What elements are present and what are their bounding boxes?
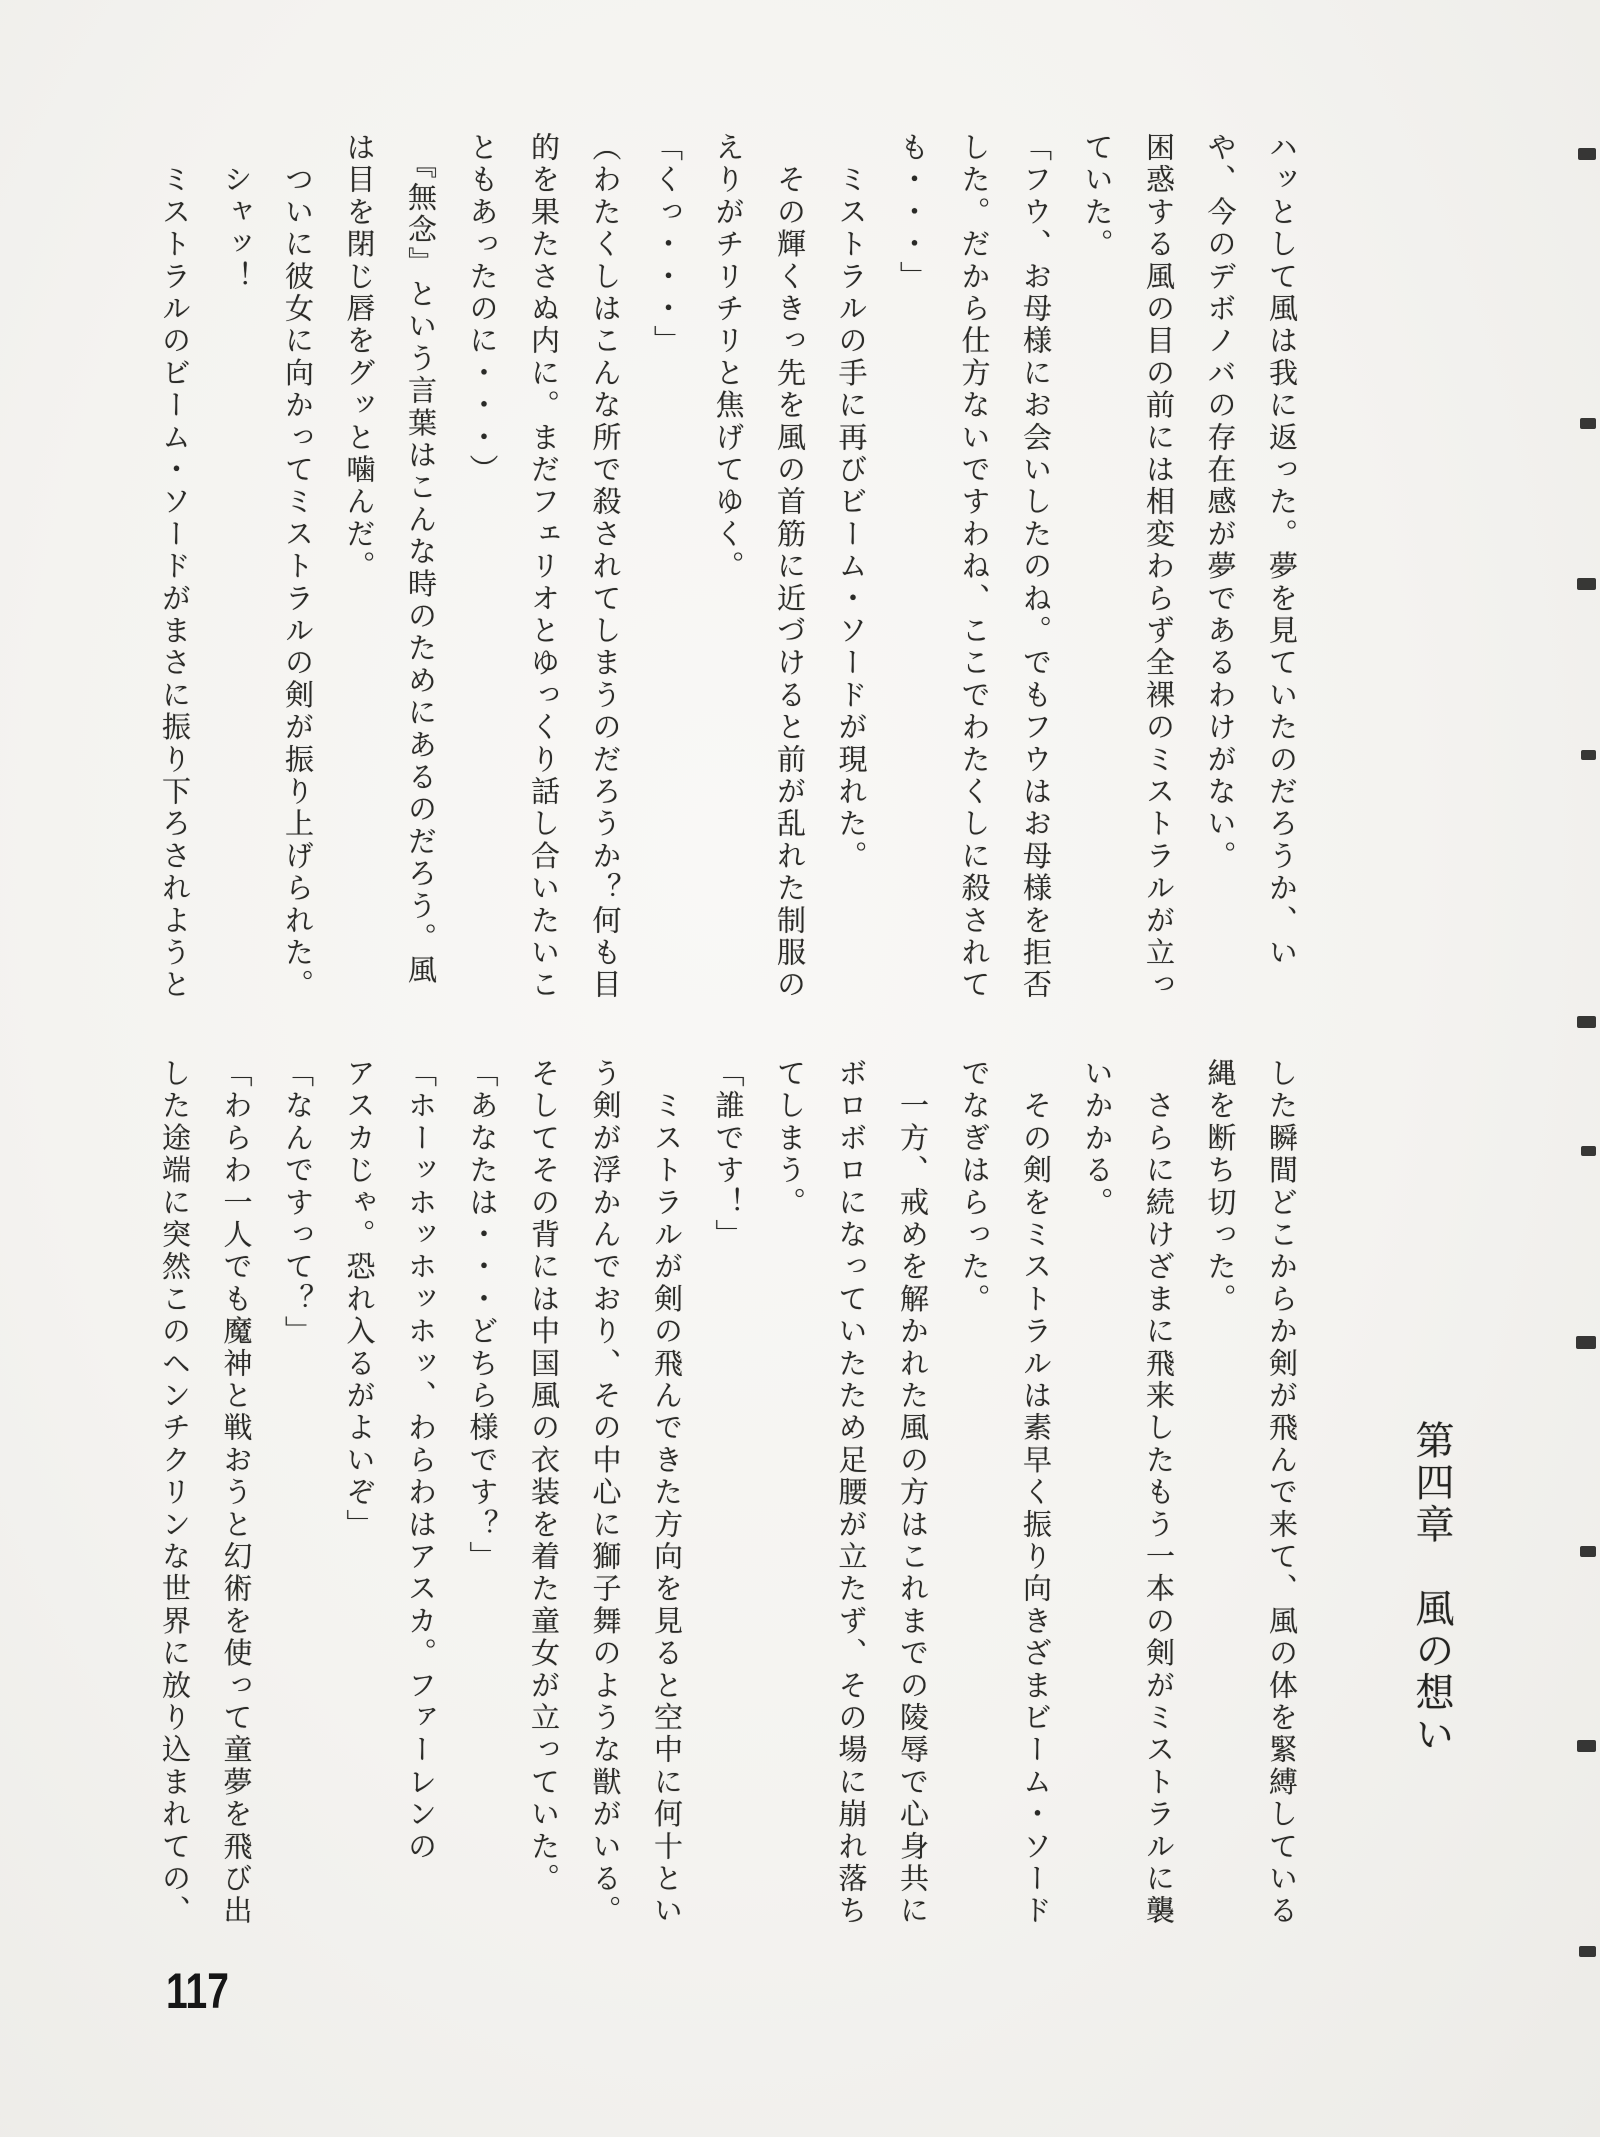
text-column: その剣をミストラルは素早く振り向きざまビーム・ソード: [1019, 1058, 1053, 1928]
text-column: てしまう。: [773, 1058, 807, 1219]
binding-mark-icon: [1577, 1016, 1596, 1028]
binding-mark-icon: [1576, 1336, 1596, 1349]
text-column: 「誰です！」: [711, 1058, 746, 1252]
upper-text-block: [144, 132, 1313, 1037]
text-column: ミストラルが剣の飛んできた方向を見ると空中に何十とい: [650, 1058, 684, 1928]
text-column: した瞬間どこからか剣が飛んで来て、風の体を緊縛している: [1265, 1058, 1299, 1928]
binding-mark-icon: [1577, 1740, 1596, 1752]
binding-mark-icon: [1581, 750, 1596, 760]
text-column: 一方、戒めを解かれた風の方はこれまでの陵辱で心身共に: [896, 1058, 930, 1928]
text-column: ミストラルのビーム・ソードがまさに振り下ろされようと: [158, 132, 192, 1002]
page-number: 117: [166, 1963, 229, 2019]
text-column: した途端に突然このヘンチクリンな世界に放り込まれての、: [158, 1058, 192, 1928]
text-column: いかかる。: [1080, 1058, 1115, 1219]
text-column: 困惑する風の目の前には相変わらず全裸のミストラルが立っ: [1142, 132, 1176, 1002]
text-column: 的を果たさぬ内に。まだフェリオとゆっくり話し合いたいこ: [527, 132, 561, 1002]
text-column: シャッ！: [219, 132, 254, 293]
text-column: う剣が浮かんでおり、その中心に獅子舞のような獣がいる。: [588, 1058, 623, 1928]
binding-mark-icon: [1580, 1546, 1596, 1557]
chapter-title: 第四章 風の想い: [1409, 1420, 1454, 1756]
text-column: ともあったのに・・・）: [465, 132, 500, 487]
text-column: そしてその背には中国風の衣装を着た童女が立っていた。: [527, 1058, 561, 1896]
text-column: えりがチリチリと焦げてゆく。: [711, 132, 746, 583]
text-column: ハッとして風は我に返った。夢を見ていたのだろうか、い: [1265, 132, 1299, 970]
text-column: 「わらわ一人でも魔神と戦おうと幻術を使って童夢を飛び出: [219, 1058, 254, 1928]
text-column: ついに彼女に向かってミストラルの剣が振り上げられた。: [281, 132, 315, 1002]
text-column: その輝くきっ先を風の首筋に近づけると前が乱れた制服の: [773, 132, 807, 1002]
text-column: ボロボロになっていたため足腰が立たず、その場に崩れ落ち: [834, 1058, 869, 1928]
binding-mark-icon: [1577, 578, 1596, 590]
text-column: した。だから仕方ないですわね、ここでわたくしに殺されて: [957, 132, 992, 1002]
text-column: さらに続けざまに飛来したもう一本の剣がミストラルに襲: [1142, 1058, 1176, 1928]
text-column: も・・・」: [896, 132, 930, 293]
text-column: 「ホーッホッホッホッ、わらわはアスカ。ファーレンの: [404, 1058, 438, 1863]
text-column: （わたくしはこんな所で殺されてしまうのだろうか？何も目: [588, 132, 623, 1002]
text-column: や、今のデボノバの存在感が夢であるわけがない。: [1203, 132, 1238, 873]
binding-mark-icon: [1581, 1146, 1596, 1156]
binding-mark-icon: [1580, 418, 1596, 429]
text-column: 「フウ、お母様にお会いしたのね。でもフウはお母様を拒否: [1019, 132, 1053, 1002]
text-column: ミストラルの手に再びビーム・ソードが現れた。: [834, 132, 869, 873]
text-column: は目を閉じ唇をグッと噛んだ。: [342, 132, 377, 583]
text-column: ていた。: [1080, 132, 1115, 261]
text-column: 「くっ・・・」: [650, 132, 684, 358]
binding-mark-icon: [1578, 148, 1596, 160]
binding-mark-icon: [1579, 1946, 1596, 1957]
text-column: 「なんですって？」: [281, 1058, 315, 1348]
text-column: 縄を断ち切った。: [1203, 1058, 1238, 1316]
text-column: 「あなたは・・・どちら様です？」: [465, 1058, 500, 1574]
text-column: アスカじゃ。恐れ入るがよいぞ」: [342, 1058, 377, 1541]
text-column: 『無念』という言葉はこんな時のためにあるのだろう。風: [404, 132, 438, 987]
lower-text-block: [144, 1058, 1313, 1963]
text-column: でなぎはらった。: [957, 1058, 992, 1316]
